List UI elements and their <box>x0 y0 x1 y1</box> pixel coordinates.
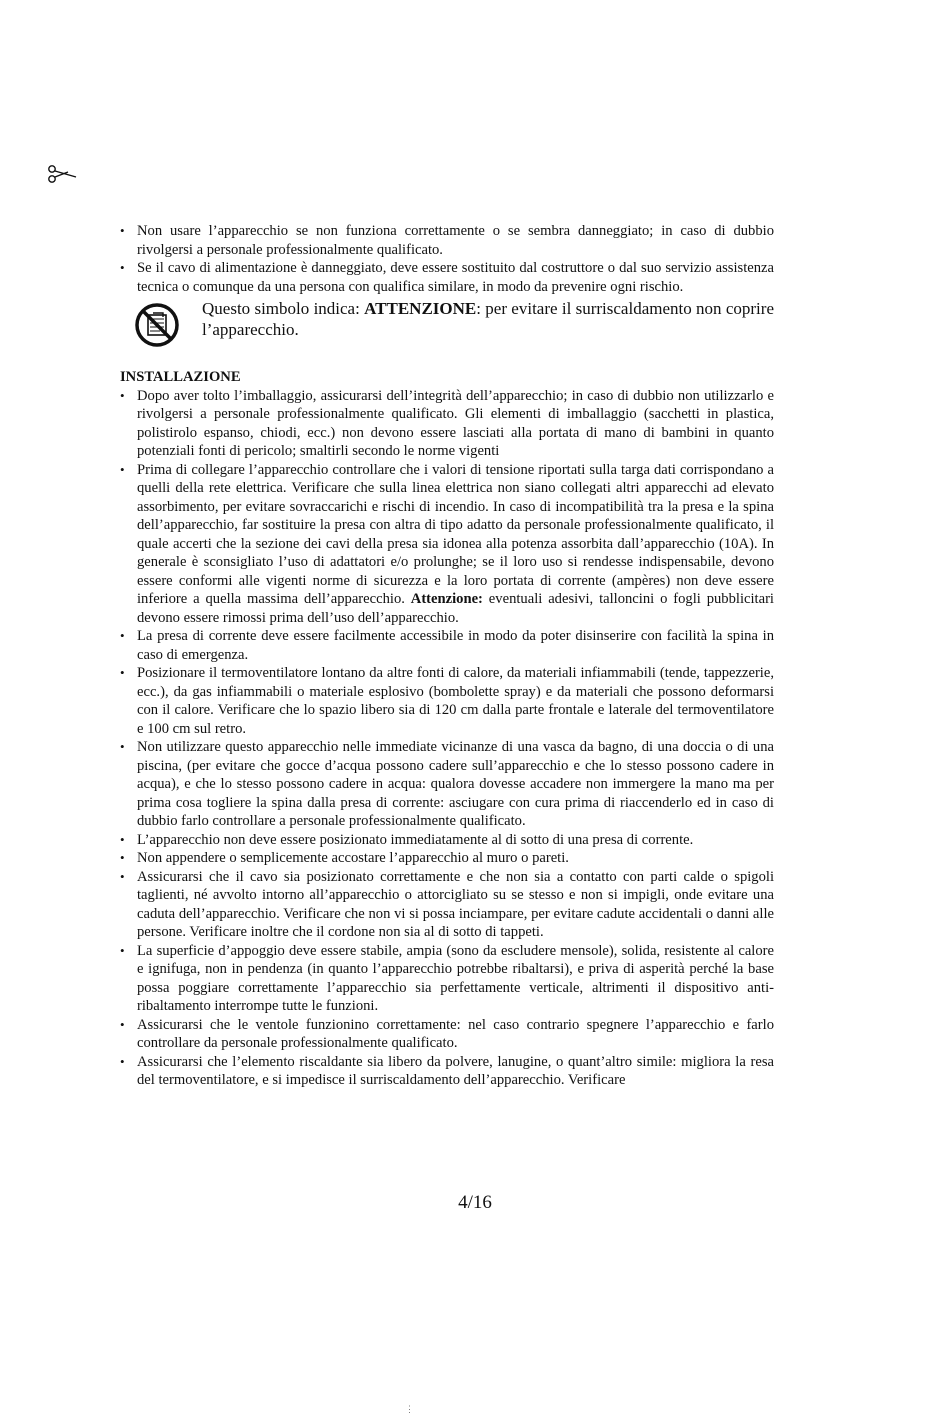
warning-text: Questo simbolo indica: ATTENZIONE: per evitare il surriscaldamento non coprire l’apparecchio. <box>202 299 774 339</box>
list-item: • La presa di corrente deve essere facilmente accessibile in modo da poter disinserire con facilità la spina in caso di emergenza. <box>120 627 774 664</box>
bottom-mark: ⋮ <box>405 1404 414 1414</box>
scissors-icon <box>46 162 78 186</box>
warning-notice <box>120 298 774 348</box>
section-title: INSTALLAZIONE <box>120 369 241 385</box>
list-item: • Non appendere o semplicemente accostare l’apparecchio al muro o pareti. <box>120 849 774 868</box>
list-item: • Assicurarsi che l’elemento riscaldante sia libero da polvere, lanugine, o quant’altro simile: migliora la resa del termoventilatore, e si impedisce il surriscaldamento dell’apparecchio. Verificare <box>120 1053 774 1090</box>
document-body <box>120 222 774 1090</box>
safety-list-top <box>120 222 774 296</box>
list-item: • Non utilizzare questo apparecchio nelle immediate vicinanze di una vasca da bagno, di una doccia o di una piscina, (per evitare che gocce d’acqua possono cadere sull’apparecchio e che lo stesso possono cadere in acqua), e che lo stesso possono cadere in acqua: qualora dovesse accadere non immergere la mano ma per prima cosa togliere la spina dalla presa di corrente: asciugare con cura prima di riaccenderlo ed in caso di dubbio farlo controllare a personale professionalmente qualificato. <box>120 738 774 831</box>
list-item: • Dopo aver tolto l’imballaggio, assicurarsi dell’integrità dell’apparecchio; in caso di dubbio non utilizzarlo e rivolgersi a personale professionalmente qualificato. Gli elementi di imballaggio (sacchetti in plastica, polistirolo espanso, chiodi, ecc.) non devono essere lasciati alla portata di mano di bambini in quanto potenziali fonti di pericolo; smaltirli secondo le norme vigenti <box>120 387 774 461</box>
page-number: 4/16 <box>458 1192 492 1213</box>
list-item: • Se il cavo di alimentazione è danneggiato, deve essere sostituito dal costruttore o dal suo servizio assistenza tecnica o comunque da una persona con qualifica similare, in modo da prevenire ogni rischio. <box>120 259 774 296</box>
list-item: • Assicurarsi che le ventole funzionino correttamente: nel caso contrario spegnere l’apparecchio e farlo controllare da personale professionalmente qualificato. <box>120 1016 774 1053</box>
list-item: • Assicurarsi che il cavo sia posizionato correttamente e che non sia a contatto con parti calde o spigoli taglienti, né avvolto intorno all’apparecchio o attorcigliato su se stesso e non si impigli, onde evitare una caduta dell’apparecchio. Verificare che non vi si possa inciampare, per evitare cadute accidentali o danni alle persone. Verificare inoltre che il cordone non sia al di sotto di tappeti. <box>120 868 774 942</box>
list-item: • La superficie d’appoggio deve essere stabile, ampia (sono da escludere mensole), solida, resistente al calore e ignifuga, non in pendenza (in quanto l’apparecchio potrebbe ribaltarsi), e priva di asperità perché la base possa poggiare correttamente l’apparecchio sia perfettamente verticale, altrimenti il dispositivo anti-ribaltamento interrompe tutte le funzioni. <box>120 942 774 1016</box>
list-item: • L’apparecchio non deve essere posizionato immediatamente al di sotto di una presa di corrente. <box>120 831 774 850</box>
list-item: • Non usare l’apparecchio se non funziona correttamente o se sembra danneggiato; in caso di dubbio rivolgersi a personale professionalmente qualificato. <box>120 222 774 259</box>
list-item: • Prima di collegare l’apparecchio controllare che i valori di tensione riportati sulla targa dati corrispondano a quelli della rete elettrica. Verificare che sulla linea elettrica non siano collegati altri apparecchi ad elevato assorbimento, per evitare sovraccarichi e rischi di incendio. In caso di incompatibilità tra la presa e la spina dell’apparecchio, far sostituire la presa con altra di tipo adatto da personale professionalmente qualificato, il quale accerti che la sezione dei cavi della presa sia idonea alla potenza assorbita dall’apparecchio (10A). In generale è sconsigliato l’uso di adattatori e/o prolunghe; se il loro uso si rendesse indispensabile, devono essere conformi alle vigenti norme di sicurezza e la loro portata di corrente (ampères) non deve essere inferiore a quella massima dell’apparecchio. Attenzione: eventuali adesivi, talloncini o fogli pubblicitari devono essere rimossi prima dell’uso dell’apparecchio. <box>120 461 774 628</box>
installation-list <box>120 387 774 1090</box>
do-not-cover-icon <box>134 302 180 348</box>
list-item: • Posizionare il termoventilatore lontano da altre fonti di calore, da materiali infiammabili (tende, tappezzerie, ecc.), da gas infiammabili o materiale esplosivo (bombolette spray) e da materiali che possono deformarsi con il calore. Verificare che lo spazio libero sia di 120 cm dalla parte frontale e laterale del termoventilatore e 100 cm sul retro. <box>120 664 774 738</box>
